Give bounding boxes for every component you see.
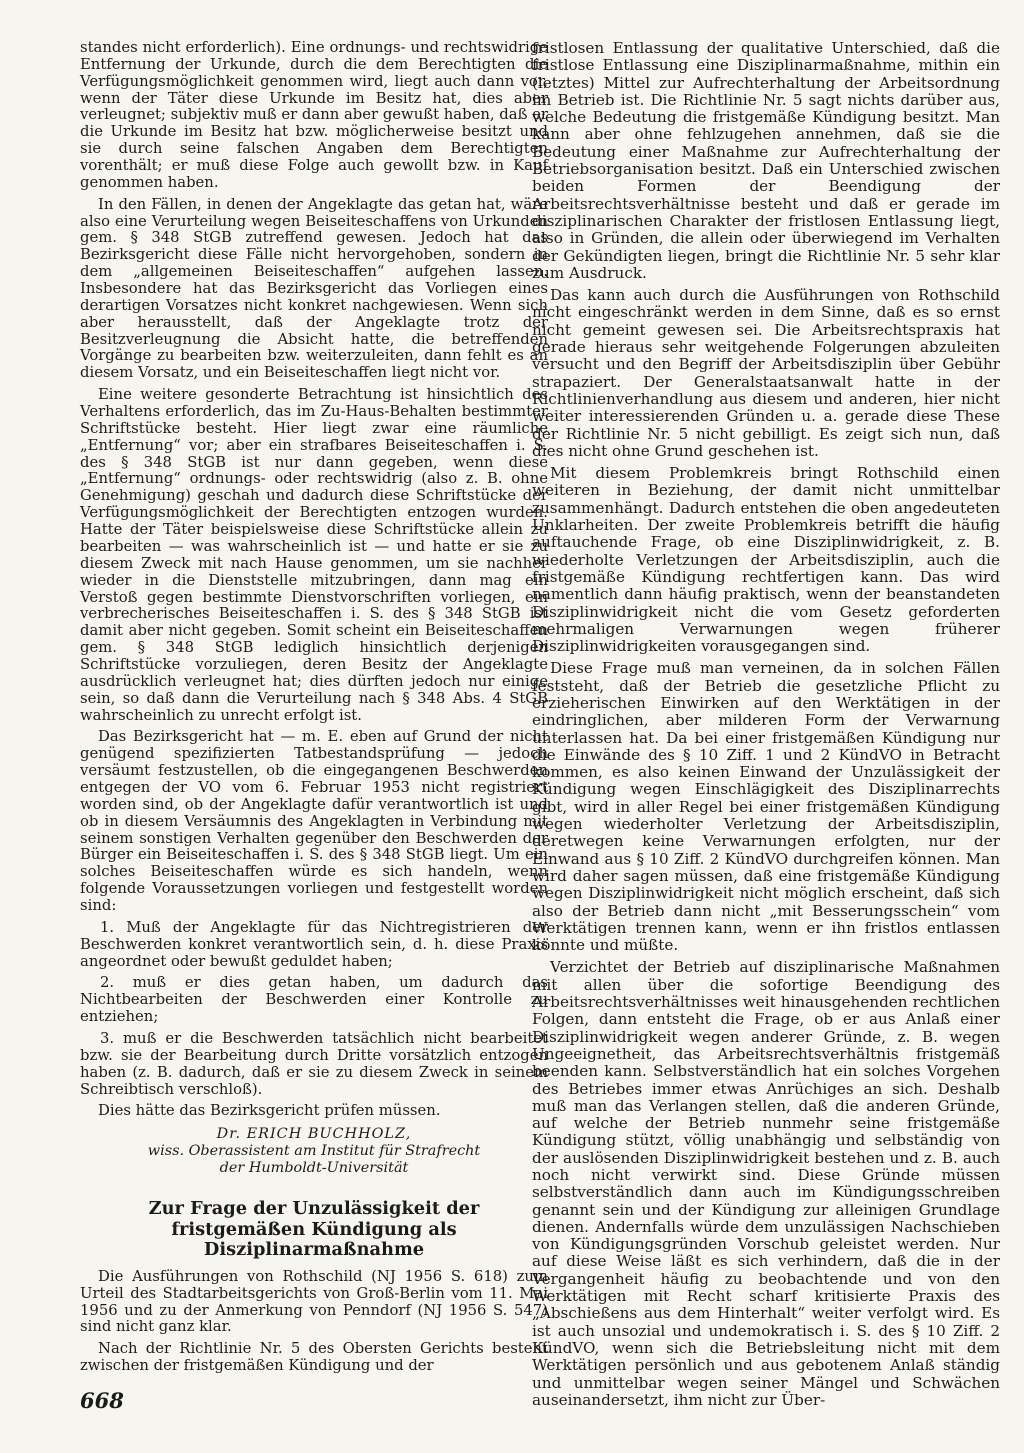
right-column [532, 40, 1000, 1414]
paragraph: Eine weitere gesonderte Betrachtung ist hinsichtlich des Verhaltens erforderlich, das im Zu-Haus-Behalten bestimmter Schriftstücke besteht. Hier liegt zwar eine räumliche „Entfernung“ vor; aber ein strafbares Beiseiteschaffen i. S. des § 348 StGB ist nur dann gegeben, wenn diese „Entfernung“ ordnungs- oder rechtswidrig (also z. B. ohne Genehmigung) geschah und dadurch diese Schriftstücke der Verfügungsmöglichkeit der Berechtigten entzogen wurden. Hatte der Täter beispielsweise diese Schriftstücke allein zu bearbeiten — was wahrscheinlich ist — und hatte er sie zu diesem Zweck mit nach Hause genommen, um sie nachher wieder in die Dienststelle mitzubringen, dann mag ein Verstoß gegen bestimmte Dienstvorschriften vorliegen, ein verbrecherisches Beiseiteschaffen i. S. des § 348 StGB ist damit aber nicht gegeben. Somit scheint ein Beiseiteschaffen gem. § 348 StGB lediglich hinsichtlich derjenigen Schriftstücke vorzuliegen, deren Besitz der Angeklagte ausdrücklich verleugnet hat; dies dürften jedoch nur einige sein, so daß dann die Verurteilung nach § 348 Abs. 4 StGB wahrscheinlich zu unrecht erfolgt ist. [80, 386, 548, 724]
list-item: 2. muß er dies getan haben, um dadurch das Nichtbearbeiten der Beschwerden einer Kontrolle zu entziehen; [80, 974, 548, 1026]
author-affiliation-line: wiss. Oberassistent am Institut für Strafrecht [147, 1143, 481, 1160]
paragraph: Nach der Richtlinie Nr. 5 des Obersten Gerichts besteht zwischen der fristgemäßen Kündigung und der [80, 1340, 548, 1375]
list-item: 3. muß er die Beschwerden tatsächlich nicht bearbeitet bzw. sie der Bearbeitung durch Dritte vorsätzlich entzogen haben (z. B. dadurch, daß er sie zu diesem Zweck in seinem Schreibtisch verschloß). [80, 1029, 548, 1098]
paragraph: Das Bezirksgericht hat — m. E. eben auf Grund der nicht genügend spezifizierten Tatbestandsprüfung — jedoch versäumt festzustellen, ob die eingegangenen Beschwerden entgegen der VO vom 6. Februar 1953 nicht registriert worden sind, ob der Angeklagte dafür verantwortlich ist und ob in diesem Versäumnis des Angeklagten in Verbindung mit seinem sonstigen Verhalten gegenüber den Beschwerden der Bürger ein Beiseiteschaffen i. S. des § 348 StGB liegt. Um ein solches Beiseiteschaffen würde es sich handeln, wenn folgende Voraussetzungen vorliegen und festgestellt worden sind: [80, 728, 548, 914]
paragraph: In den Fällen, in denen der Angeklagte das getan hat, wäre also eine Verurteilung wegen Beiseiteschaffens von Urkunden gem. § 348 StGB zutreffend gewesen. Jedoch hat das Bezirksgericht diese Fälle nicht hervorgehoben, sondern in dem „allgemeinen Beiseiteschaffen“ aufgehen lassen. Insbesondere hat das Bezirksgericht das Vorliegen eines derartigen Vorsatzes nicht konkret nachgewiesen. Wenn sich aber herausstellt, daß der Angeklagte trotz der Besitzverleugnung die Absicht hatte, die betreffenden Vorgänge zu bearbeiten bzw. weiterzuleiten, dann fehlt es an diesem Vorsatz, und ein Beiseiteschaffen liegt nicht vor. [80, 195, 548, 382]
article-title: Zur Frage der Unzulässigkeit der fristgemäßen Kündigung als Disziplinarmaßnahme [148, 1198, 480, 1261]
paragraph: Das kann auch durch die Ausführungen von Rothschild nicht eingeschränkt werden in dem Sinne, daß es so ernst nicht gemeint gewesen sei. Die Arbeitsrechtspraxis hat gerade hieraus sehr weitgehende Folgerungen abzuleiten versucht und den Begriff der Arbeitsdisziplin über Gebühr strapaziert. Der Generalstaatsanwalt hatte in der Richtlinienverhandlung aus diesem und anderen, hier nicht weiter interessierenden Gründen u. a. gerade diese These der Richtlinie Nr. 5 nicht gebilligt. Es zeigt sich nun, daß dies nicht ohne Grund geschehen ist. [532, 286, 1000, 460]
page-number: 668 [80, 1388, 124, 1413]
closing-sentence: Dies hätte das Bezirksgericht prüfen müssen. [98, 1102, 441, 1120]
author-name: Dr. ERICH BUCHHOLZ, [216, 1126, 412, 1143]
paragraph: standes nicht erforderlich). Eine ordnungs- und rechtswidrige Entfernung der Urkunde, durch die dem Berechtigten die Verfügungsmöglichkeit genommen wird, liegt auch dann vor, wenn der Täter diese Urkunde im Besitz hat, dies aber verleugnet; subjektiv muß er dann aber gewußt haben, daß er die Urkunde im Besitz hat bzw. möglicherweise besitzt und sie durch seine falschen Angaben dem Berechtigten vorenthält; er muß diese Folge auch gewollt bzw. in Kauf genommen haben. [80, 39, 549, 191]
left-column [80, 40, 548, 1380]
paragraph: fristlosen Entlassung der qualitative Unterschied, daß die fristlose Entlassung eine Disziplinarmaßnahme, mithin ein (letztes) Mittel zur Aufrechterhaltung der Arbeitsordnung im Betrieb ist. Die Richtlinie Nr. 5 sagt nichts darüber aus, welche Bedeutung die fristgemäße Kündigung besitzt. Man kann aber ohne fehlzugehen annehmen, daß sie die Bedeutung einer Maßnahme zur Aufrechterhaltung der Betriebsorganisation besitzt. Daß ein Unterschied zwischen beiden Formen der Beendigung der Arbeitsrechtsverhältnisse besteht und daß er gerade im disziplinarischen Charakter der fristlosen Entlassung liegt, also in Gründen, die allein oder überwiegend im Verhalten der Gekündigten liegen, bringt die Richtlinie Nr. 5 sehr klar zum Ausdruck. [532, 39, 1000, 282]
paragraph: Diese Frage muß man verneinen, da in solchen Fällen feststeht, daß der Betrieb die gesetzliche Pflicht zu erzieherischen Einwirken auf den Werktätigen in der eindringlichen, aber milderen Form der Verwarnung unterlassen hat. Da bei einer fristgemäßen Kündigung nur die Einwände des § 10 Ziff. 1 und 2 KündVO in Betracht kommen, es also keinen Einwand der Unzulässigkeit der Kündigung wegen Einschlägigkeit des Disziplinarrechts gibt, wird in aller Regel bei einer fristgemäßen Kündigung wegen wiederholter Verletzung der Arbeitsdisziplin, deretwegen keine Verwarnungen erfolgten, nur der Einwand aus § 10 Ziff. 2 KündVO durchgreifen können. Man wird daher sagen müssen, daß eine fristgemäße Kündigung wegen Disziplinwidrigkeit nicht möglich erscheint, daß sich also der Betrieb dann nicht „mit Besserungsschein“ vom Werktätigen trennen kann, wenn er ihn fristlos entlassen könnte und müßte. [532, 659, 1000, 955]
list-item: 1. Muß der Angeklagte für das Nichtregistrieren der Beschwerden konkret verantwortlich sein, d. h. diese Praxis angeordnet oder bewußt geduldet haben; [80, 918, 548, 970]
paragraph: Verzichtet der Betrieb auf disziplinarische Maßnahmen mit allen über die sofortige Beendigung des Arbeitsrechtsverhältnisses weit hinausgehenden rechtlichen Folgen, dann entsteht die Frage, ob er aus Anlaß einer Disziplinwidrigkeit wegen anderer Gründe, z. B. wegen Ungeeignetheit, das Arbeitsrechtsverhältnis fristgemäß beenden kann. Selbstverständlich hat ein solches Vorgehen des Betriebes immer etwas Anrüchiges an sich. Deshalb muß man das Verlangen stellen, daß die anderen Gründe, auf welche der Betrieb nunmehr seine fristgemäße Kündigung stützt, völlig unabhängig und selbständig von der auslösenden Disziplinwidrigkeit bestehen und z. B. auch noch nicht verwirkt sind. Diese Gründe müssen selbstverständlich dann auch im Kündigungsschreiben genannt sein und der Kündigung zur alleinigen Grundlage dienen. Andernfalls würde dem unzulässigen Nachschieben von Kündigungsgründen Vorschub geleistet werden. Nur auf diese Weise läßt es sich verhindern, daß die in der Vergangenheit häufig zu beobachtende und von den Werktätigen mit Recht scharf kritisierte Praxis des „Abschießens aus dem Hinterhalt“ weiter verfolgt wird. Es ist auch unsozial und undemokratisch i. S. des § 10 Ziff. 2 KündVO, wenn sich die Betriebsleitung nicht mit dem Werktätigen persönlich und aus gebotenem Anlaß ständig und unmittelbar wegen seiner Mängel und Schwächen auseinandersetzt, ihm nicht zur Über- [532, 958, 1000, 1409]
author-signature [80, 1126, 548, 1177]
paragraph: Die Ausführungen von Rothschild (NJ 1956 S. 618) zum Urteil des Stadtarbeitsgerichts von Groß-Berlin vom 11. Mai 1956 und zu der Anmerkung von Penndorf (NJ 1956 S. 547) sind nicht ganz klar. [80, 1267, 548, 1336]
author-affiliation-line: der Humboldt-Universität [219, 1160, 409, 1177]
paragraph: Mit diesem Problemkreis bringt Rothschild einen weiteren in Beziehung, der damit nicht unmittelbar zusammenhängt. Dadurch entstehen die oben angedeuteten Unklarheiten. Der zweite Problemkreis betrifft die häufig auftauchende Frage, ob eine Disziplinwidrigkeit, z. B. wiederholte Verletzungen der Arbeitsdisziplin, auch die fristgemäße Kündigung rechtfertigen kann. Das wird namentlich dann häufig praktisch, wenn der beanstandeten Disziplinwidrigkeit nicht die vom Gesetz geforderten mehrmaligen Verwarnungen wegen früherer Disziplinwidrigkeiten vorausgegangen sind. [532, 464, 1000, 656]
